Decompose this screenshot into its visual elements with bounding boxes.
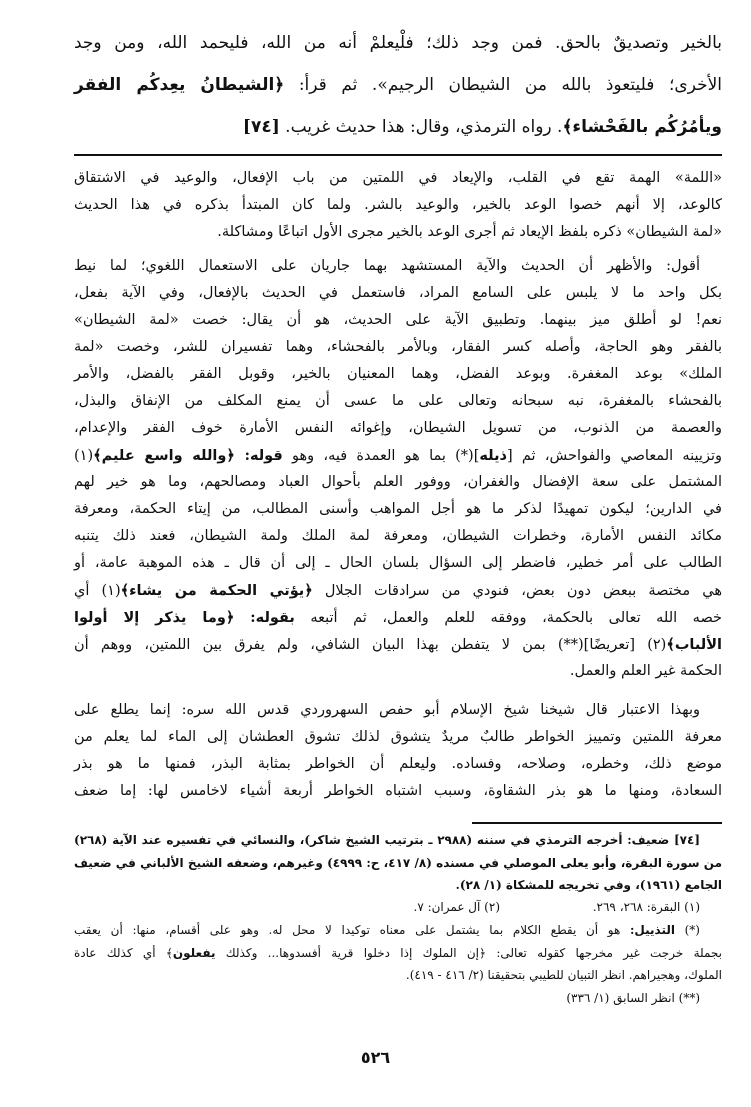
- text-segment: «لمة الشيطان» ذكره بلفظ الإيعاد ثم أجرى الوعد بالخير مجرى الأول اتباعًا ومشاكلة.: [217, 224, 722, 240]
- text-segment: (٢) [تعريضًا](**) بمن لا يتفطن بهذا البيان الشافي، ولم يفرق بين اللمتين، ووهم أن: [74, 637, 667, 653]
- text-segment: أقول: والأظهر أن الحديث والآية المستشهد بهما جاريان على الاستعمال اللغوي؛ لما نيط: [74, 258, 700, 274]
- text-segment: الطالب على أمر خطير، فاضطر إلى السؤال بلسان الحال ـ إلى أن قال ـ هذه الموهبة عامة، أو: [74, 555, 722, 571]
- text-line: [74, 469, 722, 496]
- text-segment: الأخرى؛ فليتعوذ بالله من الشيطان الرجيم». ثم قرأ:: [284, 75, 723, 95]
- text-segment: السعادة، ومنها ما هو بذر الشقاوة، وسبب اشتباه الخواطر أربعة أشياء لاخامس لها: إما ضعف: [74, 783, 722, 799]
- commentary-note: [74, 165, 722, 246]
- text-line: [74, 604, 722, 631]
- text-segment: كالوعد، إلا أنهم خصوا الوعد بالخير، والوعيد بالشر. ولما كان المبتدأ بذكره في هذا الحديث: [74, 197, 722, 213]
- text-line: [74, 22, 722, 64]
- text-segment: ﴾ أي كذلك عادة: [74, 945, 173, 960]
- bold-text-segment: [٧٤] ضعيف: أخرجه الترمذي في سننه (٢٩٨٨ ـ بترتيب الشيخ شاكر)، والنسائي في تفسيره عند الآية (٢٦٨): [74, 833, 700, 847]
- text-segment: (*): [674, 923, 700, 937]
- text-segment: المشتمل على سعة الإفضال والغفران، ووفور العلم بأحوال العباد ومصالحهم، وما هو خير لهم: [74, 474, 722, 490]
- bold-text-segment: ويأمُرُكُم بالفَحْشاء﴾: [562, 117, 722, 137]
- text-line: [74, 496, 722, 523]
- text-line: [74, 415, 722, 442]
- text-segment: خصه الله تعالى بالحكمة، ووفقه للعلم والعمل، ثم أتبعه: [294, 610, 722, 626]
- bold-text-segment: ذيله: [479, 447, 507, 464]
- text-segment: والعصمة من الذنوب، من تسويل الشيطان، وإغوائه النفس الأمارة خوف الفقر والإعدام،: [74, 420, 722, 436]
- text-line: [74, 697, 722, 724]
- text-segment: الملك» بوعد المغفرة. وبوعد الفضل، وهما المعنيان بالخير، وقوبل الفقر بالفضل، والأمر: [74, 366, 722, 382]
- text-line: [74, 307, 722, 334]
- text-segment: بالخير وتصديقٌ بالحق. فمن وجد ذلك؛ فلْيعلمْ أنه من الله، فليحمد الله، ومن وجد: [74, 33, 722, 53]
- text-segment: بكل واحد ما لا يلبس على السامع المراد، فاستعمل في الحديث بالإفعال، وفي الآية بفعل،: [74, 285, 722, 301]
- page-number: ٥٢٦: [360, 1048, 391, 1067]
- text-line: [74, 388, 722, 415]
- text-line: [74, 106, 722, 148]
- text-segment: وتزيينه المعاصي والفواحش، ثم [: [506, 448, 722, 464]
- text-line: [74, 192, 722, 219]
- bold-text-segment: بقوله: ﴿وما يذكر إلا أولوا: [74, 609, 295, 626]
- text-line: [74, 778, 722, 805]
- bold-text-segment: التذييل:: [629, 923, 675, 937]
- text-segment: (١) أي: [74, 583, 121, 599]
- text-segment: هو أن يقطع الكلام بما يشتمل على معناه توكيدا لا محل له. وهو على أقسام، منها: أن يعقب: [74, 923, 630, 937]
- text-line: [74, 361, 722, 388]
- text-line: [74, 165, 722, 192]
- text-segment: «اللمة» الهمة تقع في القلب، والإيعاد في اللمتين من باب الإفعال، والوعيد في الاشتقاق: [74, 170, 722, 186]
- bold-text-segment: ﴿يؤتي الحكمة من يشاء﴾: [120, 582, 313, 599]
- text-segment: . رواه الترمذي، وقال: هذا حديث غريب.: [279, 117, 563, 137]
- text-line: [74, 751, 722, 778]
- text-segment: الحكمة غير العلم والعمل.: [569, 663, 722, 679]
- text-line: [74, 280, 722, 307]
- text-line: [74, 577, 722, 604]
- text-segment: في الدارين؛ ليكون تمهيدًا لذكر ما هو أجل المواهب وأسنى المطالب، من إيتاء الحكمة، ومعرفة: [74, 501, 722, 517]
- text-line: [74, 658, 722, 685]
- text-line: [74, 987, 722, 1010]
- bold-text-segment: من سورة البقرة، وأبو يعلى الموصلي في مسنده (٨/ ٤١٧، ح: ٤٩٩٩) وغيرهم، وضعفه الشيخ الألباني في ضعيف: [74, 855, 723, 870]
- commentary-divider: [74, 154, 722, 156]
- footnote-notes: [74, 919, 722, 1009]
- text-segment: (١): [74, 448, 94, 464]
- main-commentary: [74, 253, 722, 805]
- bold-text-segment: قوله: ﴿والله واسع عليم﴾: [93, 447, 283, 464]
- text-line: [74, 919, 722, 942]
- text-segment: وبهذا الاعتبار قال شيخنا شيخ الإسلام أبو حفص السهروردي قدس الله سره: إنما يطلع على: [74, 702, 700, 718]
- text-line: [74, 64, 722, 106]
- text-segment: الملوك، وهجيراهم. انظر التبيان للطيبي بتحقيقنا (٢/ ٤١٦ - ٤١٩).: [405, 968, 722, 982]
- bold-text-segment: الألباب﴾: [666, 636, 722, 653]
- bold-text-segment: ﴿الشيطانُ يعِدكُم الفقر: [74, 75, 285, 95]
- text-line: [74, 219, 722, 246]
- text-line: [74, 724, 722, 751]
- text-line: [74, 523, 722, 550]
- hadith-text: [74, 22, 722, 148]
- footnote-ref-2: (٢) آل عمران: ٧.: [413, 900, 500, 914]
- text-segment: هي مختصة ببعض دون بعض، فنودي من سرادقات الجلال: [312, 583, 723, 599]
- text-segment: معرفة اللمتين وتمييز الخواطر طالبٌ مريدٌ يتشوق لذلك تشوق العطشان إلى الماء لما يعلم من: [74, 729, 722, 745]
- text-line: [74, 964, 722, 987]
- bold-text-segment: يفعلون: [172, 945, 216, 960]
- footnote-ref-1: (١) البقرة: ٢٦٨، ٢٦٩.: [592, 900, 700, 914]
- footnote-takhrij: [74, 829, 722, 897]
- text-segment: بجملة خرجت غير مخرجها كقوله تعالى: ﴿إن الملوك إذا دخلوا قرية أفسدوها... وكذلك: [215, 945, 722, 960]
- text-segment: مكائد النفس الأمارة، وخطرات الشيطان، ومعرفة لمة الملك ولمة الشيطان، فعند ذلك يتنبه: [74, 528, 722, 544]
- text-line: [74, 874, 722, 897]
- text-line: [74, 631, 722, 658]
- text-line: [74, 253, 722, 280]
- text-segment: نعم! لو أطلق ميز بينهما. وتطبيق الآية على الحديث، هو أن يقال: خصت «لمة الشيطان»: [74, 312, 722, 328]
- text-segment: ](*) بما هو العمدة فيه، وهو: [282, 448, 480, 464]
- text-line: [74, 550, 722, 577]
- text-line: [74, 829, 722, 852]
- footnote-quran-refs: [74, 896, 722, 919]
- text-segment: (**) انظر السابق (١/ ٣٣٦): [566, 990, 700, 1005]
- text-segment: موضع ذلك، وخطره، وصلاحه، وفساده. وليعلم أن الخواطر بمثابة البذر، فمنها ما هو بذر: [74, 756, 722, 772]
- text-segment: بالفحشاء بالمغفرة، نبه سبحانه وتعالى على ما عسى أن يمنع المكلف من الإنفاق والبذل،: [74, 393, 722, 409]
- text-segment: بالفقر وهو الحاجة، وأصله كسر الفقار، وبالأمر بالفحشاء، وهما تفسيران للشر، وخصت «لمة: [74, 339, 722, 355]
- text-line: [74, 852, 722, 875]
- text-line: [74, 334, 722, 361]
- text-line: [74, 442, 722, 469]
- text-line: [74, 942, 722, 965]
- bold-text-segment: الجامع (١٩٦١)، وفي تخريجه للمشكاة (١/ ٢٨).: [455, 878, 722, 892]
- bold-text-segment: [٧٤]: [242, 117, 280, 137]
- footnote-divider: [472, 822, 722, 824]
